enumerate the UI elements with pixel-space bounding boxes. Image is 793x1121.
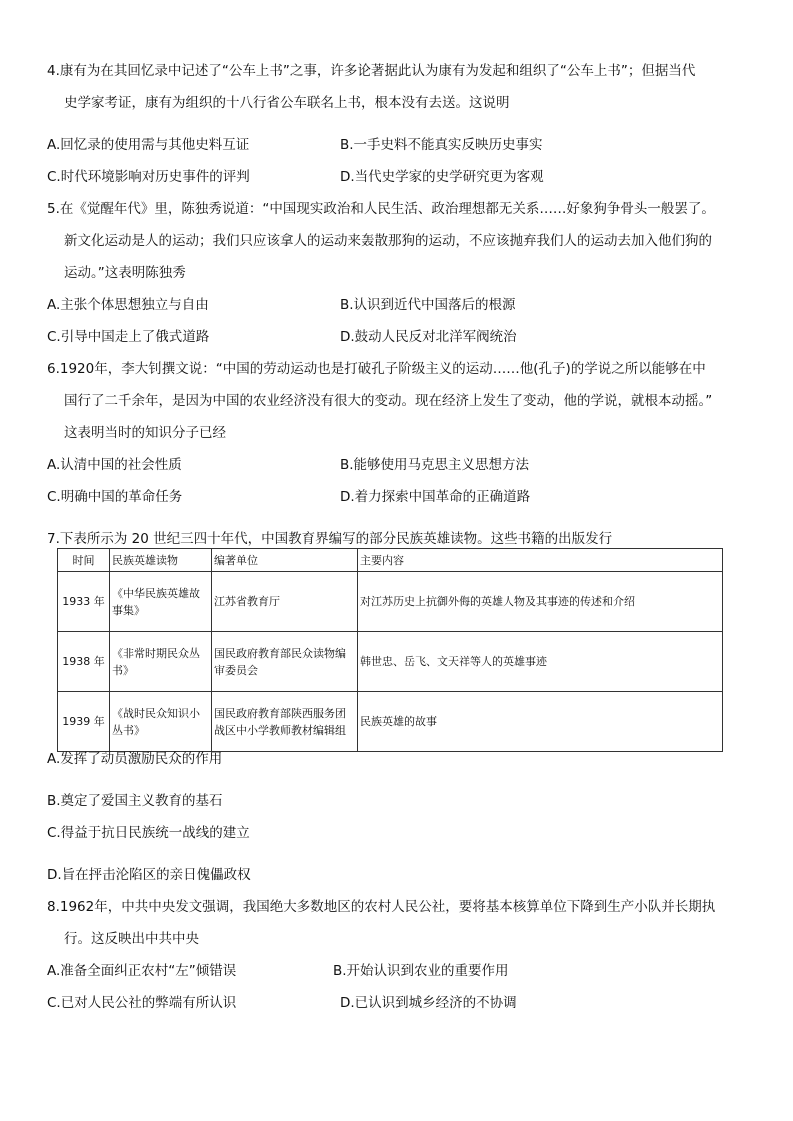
table-header-cell: 主要内容	[358, 549, 723, 572]
q8-option-b: B.开始认识到农业的重要作用	[333, 963, 509, 979]
q4-option-d: D.当代史学家的史学研究更为客观	[340, 169, 544, 185]
q5-stem-line1: 5.在《觉醒年代》里，陈独秀说道：“中国现实政治和人民生活、政治理想都无关系……好象狗争骨头一般罢了。	[47, 201, 715, 217]
q4-stem-line2: 史学家考证，康有为组织的十八行省公车联名上书，根本没有去送。这说明	[64, 95, 510, 111]
q7-option-a: A.发挥了动员激励民众的作用	[47, 751, 223, 767]
table-header-cell: 编著单位	[212, 549, 358, 572]
table-header-cell: 时间	[58, 549, 110, 572]
q8-stem-line2: 行。这反映出中共中央	[64, 931, 199, 947]
table-cell-book: 《战时民众知识小丛书》	[110, 692, 212, 752]
table-cell-content: 民族英雄的故事	[358, 692, 723, 752]
q7-stem-line1: 7.下表所示为 20 世纪三四十年代，中国教育界编写的部分民族英雄读物。这些书籍的出版发行	[47, 531, 613, 547]
table-row	[58, 632, 723, 692]
q7-option-b: B.奠定了爱国主义教育的基石	[47, 793, 223, 809]
q5-option-b: B.认识到近代中国落后的根源	[340, 297, 516, 313]
q7-option-c: C.得益于抗日民族统一战线的建立	[47, 825, 250, 841]
table-cell-unit: 国民政府教育部民众读物编审委员会	[212, 632, 358, 692]
q6-option-d: D.着力探索中国革命的正确道路	[340, 489, 531, 505]
q8-stem-line1: 8.1962年，中共中央发文强调，我国绝大多数地区的农村人民公社，要将基本核算单位下降到生产小队并长期执	[47, 899, 716, 915]
q6-option-b: B.能够使用马克思主义思想方法	[340, 457, 530, 473]
q7-table	[57, 548, 723, 752]
q4-option-b: B.一手史料不能真实反映历史事实	[340, 137, 543, 153]
table-row	[58, 692, 723, 752]
q6-stem-line2: 国行了二千余年，是因为中国的农业经济没有很大的变动。现在经济上发生了变动，他的学说，就根本动摇。”	[64, 393, 713, 409]
table-cell-year: 1939 年	[58, 692, 110, 752]
q7-option-d: D.旨在抨击沦陷区的亲日傀儡政权	[47, 867, 251, 883]
q4-option-a: A.回忆录的使用需与其他史料互证	[47, 137, 250, 153]
q8-option-c: C.已对人民公社的弊端有所认识	[47, 995, 237, 1011]
table-cell-content: 韩世忠、岳飞、文天祥等人的英雄事迹	[358, 632, 723, 692]
q5-option-a: A.主张个体思想独立与自由	[47, 297, 209, 313]
q6-stem-line1: 6.1920年，李大钊撰文说：“中国的劳动运动也是打破孔子阶级主义的运动……他(孔子)的学说之所以能够在中	[47, 361, 706, 377]
q8-option-a: A.准备全面纠正农村“左”倾错误	[47, 963, 237, 979]
table-header-row	[58, 549, 723, 572]
q8-option-d: D.已认识到城乡经济的不协调	[340, 995, 517, 1011]
q5-stem-line2: 新文化运动是人的运动；我们只应该拿人的运动来轰散那狗的运动，不应该抛弃我们人的运动去加入他们狗的	[64, 233, 712, 249]
table-cell-unit: 国民政府教育部陕西服务团战区中小学教师教材编辑组	[212, 692, 358, 752]
q6-option-c: C.明确中国的革命任务	[47, 489, 183, 505]
table-cell-book: 《中华民族英雄故事集》	[110, 572, 212, 632]
table-cell-content: 对江苏历史上抗御外侮的英雄人物及其事迹的传述和介绍	[358, 572, 723, 632]
q6-option-a: A.认清中国的社会性质	[47, 457, 182, 473]
q4-stem-line1: 4.康有为在其回忆录中记述了“公车上书”之事，许多论著据此认为康有为发起和组织了“公车上书”；但据当代	[47, 63, 696, 79]
table-header-cell: 民族英雄读物	[110, 549, 212, 572]
table-cell-book: 《非常时期民众丛书》	[110, 632, 212, 692]
q4-option-c: C.时代环境影响对历史事件的评判	[47, 169, 250, 185]
q5-stem-line3: 运动。”这表明陈独秀	[64, 265, 186, 281]
q5-option-d: D.鼓动人民反对北洋军阀统治	[340, 329, 517, 345]
q5-option-c: C.引导中国走上了俄式道路	[47, 329, 210, 345]
table-row	[58, 572, 723, 632]
table-cell-year: 1933 年	[58, 572, 110, 632]
table-cell-unit: 江苏省教育厅	[212, 572, 358, 632]
q6-stem-line3: 这表明当时的知识分子已经	[64, 425, 226, 441]
table-cell-year: 1938 年	[58, 632, 110, 692]
